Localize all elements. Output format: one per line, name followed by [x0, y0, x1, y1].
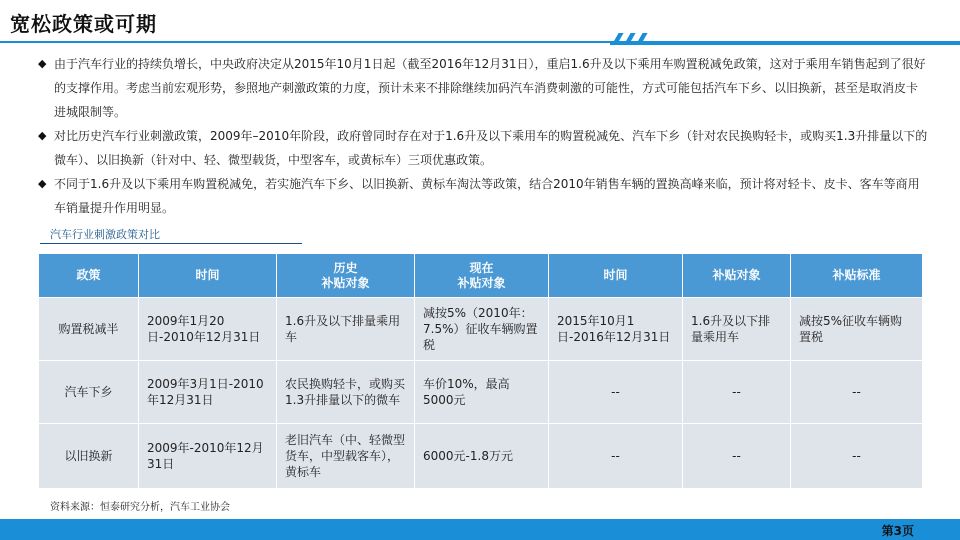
- table-cell: --: [791, 361, 923, 424]
- table-cell: --: [549, 361, 683, 424]
- header-policy: 政策: [39, 254, 139, 298]
- table-cell: 2015年10月1日-2016年12月31日: [549, 298, 683, 361]
- bullet-item: [38, 52, 928, 124]
- diamond-bullet-icon: ◆: [38, 57, 47, 70]
- bullet-text: 不同于1.6升及以下乘用车购置税减免，若实施汽车下乡、以旧换新、黄标车淘汰等政策，结合2010年销售车辆的置换高峰来临，预计将对轻卡、皮卡、客车等商用车销量提升作用明显。: [54, 177, 920, 215]
- header-subsidy-standard: 补贴标准: [791, 254, 923, 298]
- table-cell: --: [549, 424, 683, 489]
- page-title: 宽松政策或可期: [10, 12, 157, 36]
- table-cell: 车价10%，最高5000元: [415, 361, 549, 424]
- header-period: 时间: [139, 254, 277, 298]
- table-cell: 减按5%（2010年：7.5%）征收车辆购置税: [415, 298, 549, 361]
- table-cell: --: [683, 424, 791, 489]
- bullet-item: [38, 172, 928, 220]
- bullet-list: [38, 52, 928, 220]
- table-row: [39, 424, 923, 489]
- diamond-bullet-icon: ◆: [38, 129, 47, 142]
- header-historic-target: 历史 补贴对象: [277, 254, 415, 298]
- table-cell: 以旧换新: [39, 424, 139, 489]
- page-number: 第3页: [881, 524, 914, 538]
- table-cell: --: [683, 361, 791, 424]
- table-header-row: [39, 254, 923, 298]
- table-cell: 1.6升及以下排量乘用车: [683, 298, 791, 361]
- table-cell: --: [791, 424, 923, 489]
- footer-bar: [0, 519, 960, 540]
- header-period-current: 时间: [549, 254, 683, 298]
- table-cell: 2009年-2010年12月31日: [139, 424, 277, 489]
- bullet-item: [38, 124, 928, 172]
- decorative-stripes: [610, 33, 960, 45]
- table-row: [39, 361, 923, 424]
- bullet-text: 对比历史汽车行业刺激政策，2009年–2010年阶段，政府曾同时存在对于1.6升及以下乘用车的购置税减免、汽车下乡（针对农民换购轻卡，或购买1.3升排量以下的微车）、以旧换新（针对中、轻、微型载货，中型客车，或黄标车）三项优惠政策。: [54, 129, 928, 167]
- table-row: [39, 298, 923, 361]
- table-cell: 老旧汽车（中、轻微型货车，中型载客车），黄标车: [277, 424, 415, 489]
- table-cell: 6000元-1.8万元: [415, 424, 549, 489]
- policy-comparison-table: [38, 253, 923, 489]
- table-cell: 2009年1月20日-2010年12月31日: [139, 298, 277, 361]
- table-cell: 农民换购轻卡，或购买1.3升排量以下的微车: [277, 361, 415, 424]
- title-underline: [0, 41, 700, 43]
- header-current-target: 现在 补贴对象: [415, 254, 549, 298]
- table-caption: 汽车行业刺激政策对比: [50, 228, 160, 241]
- header-subsidy-target: 补贴对象: [683, 254, 791, 298]
- bullet-text: 由于汽车行业的持续负增长，中央政府决定从2015年10月1日起（截至2016年12月31日），重启1.6升及以下乘用车购置税减免政策，这对于乘用车销售起到了很好的支撑作用。考虑当前宏观形势，参照地产刺激政策的力度，预计未来不排除继续加码汽车消费刺激的可能性，方式可能包括汽车下乡、以旧换新，甚至是取消皮卡进城限制等。: [54, 57, 926, 119]
- table-cell: 汽车下乡: [39, 361, 139, 424]
- table-cell: 1.6升及以下排量乘用车: [277, 298, 415, 361]
- table-cell: 减按5%征收车辆购置税: [791, 298, 923, 361]
- source-note: 资料来源：恒泰研究分析，汽车工业协会: [50, 502, 230, 513]
- caption-underline: [40, 243, 302, 244]
- table-cell: 购置税减半: [39, 298, 139, 361]
- table-cell: 2009年3月1日-2010年12月31日: [139, 361, 277, 424]
- diamond-bullet-icon: ◆: [38, 177, 47, 190]
